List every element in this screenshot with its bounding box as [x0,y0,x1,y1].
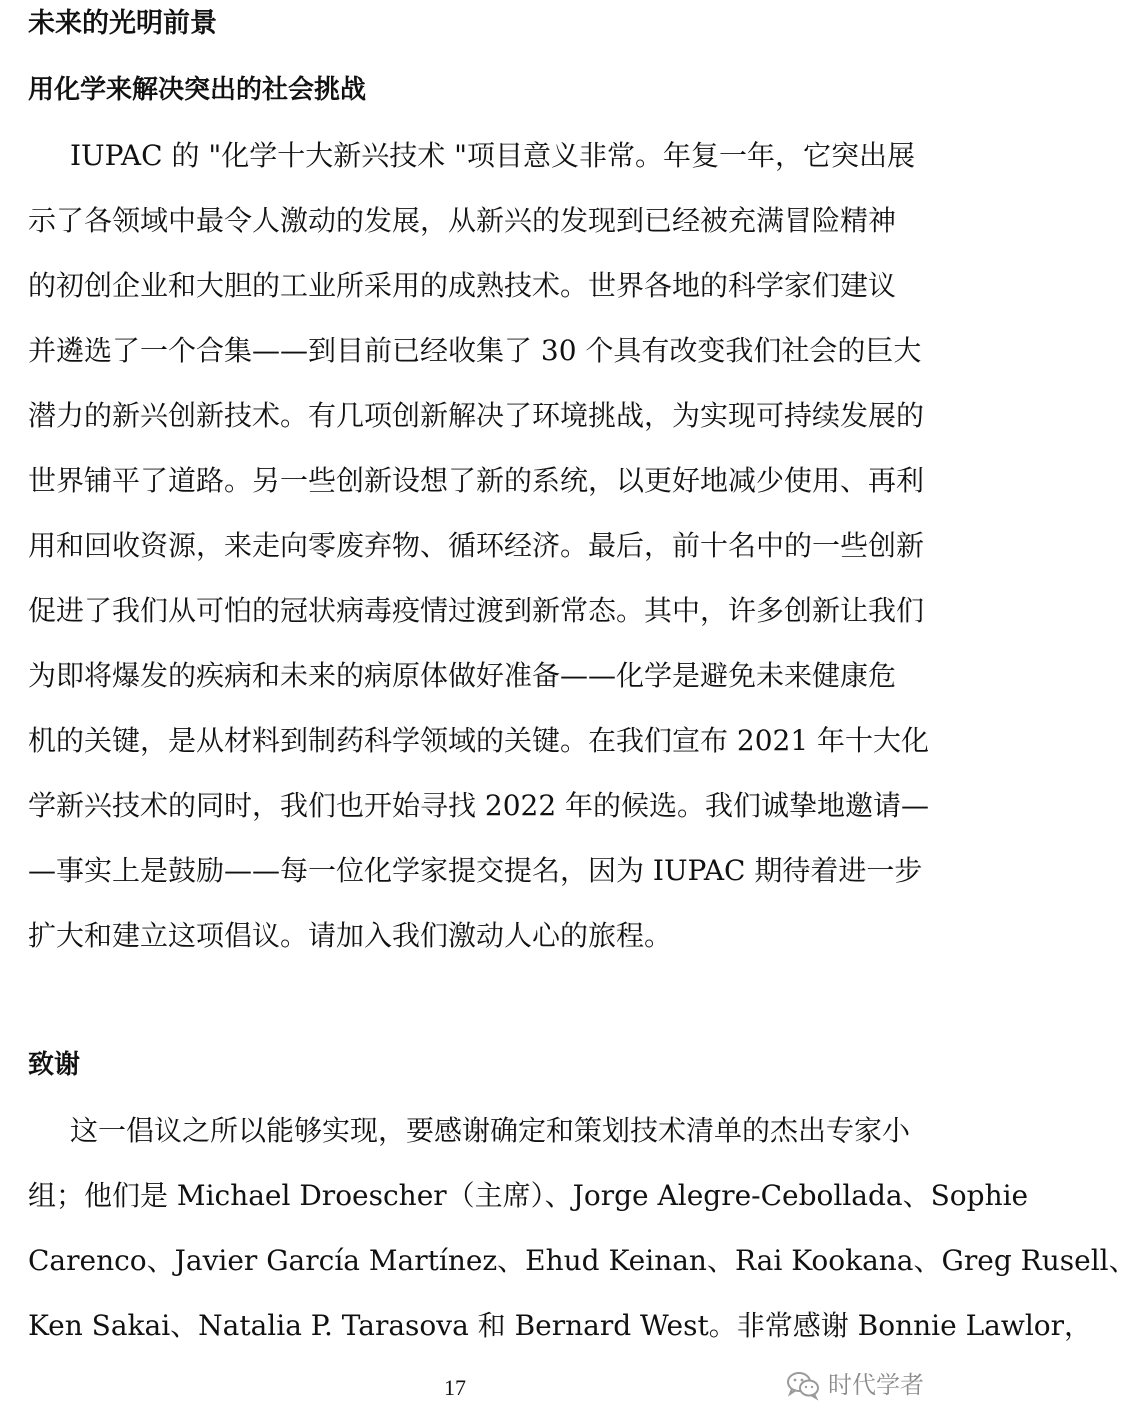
paragraph-line: 组；他们是 Michael Droescher（主席）、Jorge Alegre-Cebollada、Sophie [28,1179,1029,1212]
wechat-icon [786,1370,820,1400]
paragraph-line: 为即将爆发的疾病和未来的病原体做好准备——化学是避免未来健康危 [28,659,897,692]
acknowledgements-heading: 致谢 [28,1050,81,1080]
paragraph-line: 示了各领域中最令人激动的发展，从新兴的发现到已经被充满冒险精神 [28,204,897,237]
watermark [786,1370,924,1400]
paragraph-line: 机的关键，是从材料到制药科学领域的关键。在我们宣布 2021 年十大化 [28,724,930,757]
paragraph-line: IUPAC 的 "化学十大新兴技术 "项目意义非常。年复一年，它突出展 [70,139,916,172]
paragraph-line: —事实上是鼓励——每一位化学家提交提名，因为 IUPAC 期待着进一步 [28,854,923,887]
paragraph-line: 的初创企业和大胆的工业所采用的成熟技术。世界各地的科学家们建议 [28,269,897,302]
page-heading: 未来的光明前景 [28,8,217,39]
paragraph-line: Carenco、Javier García Martínez、Ehud Keinan、Rai Kookana、Greg Rusell、 [28,1244,1137,1277]
paragraph-line: 世界铺平了道路。另一些创新设想了新的系统，以更好地减少使用、再利 [28,464,925,497]
paragraph-line: Ken Sakai、Natalia P. Tarasova 和 Bernard West。非常感谢 Bonnie Lawlor， [28,1309,1093,1342]
paragraph-line: 并遴选了一个合集——到目前已经收集了 30 个具有改变我们社会的巨大 [28,334,922,367]
paragraph-line: 潜力的新兴创新技术。有几项创新解决了环境挑战，为实现可持续发展的 [28,399,925,432]
paragraph-line: 用和回收资源，来走向零废弃物、循环经济。最后，前十名中的一些创新 [28,529,925,562]
section-heading: 用化学来解决突出的社会挑战 [28,75,367,105]
watermark-text: 时代学者 [828,1371,924,1399]
paragraph-line: 学新兴技术的同时，我们也开始寻找 2022 年的候选。我们诚挚地邀请— [28,789,930,822]
page-number: 17 [444,1375,466,1400]
paragraph-line: 这一倡议之所以能够实现，要感谢确定和策划技术清单的杰出专家小 [70,1114,911,1147]
paragraph-line: 促进了我们从可怕的冠状病毒疫情过渡到新常态。其中，许多创新让我们 [28,594,925,627]
paragraph-line: 扩大和建立这项倡议。请加入我们激动人心的旅程。 [28,919,673,952]
